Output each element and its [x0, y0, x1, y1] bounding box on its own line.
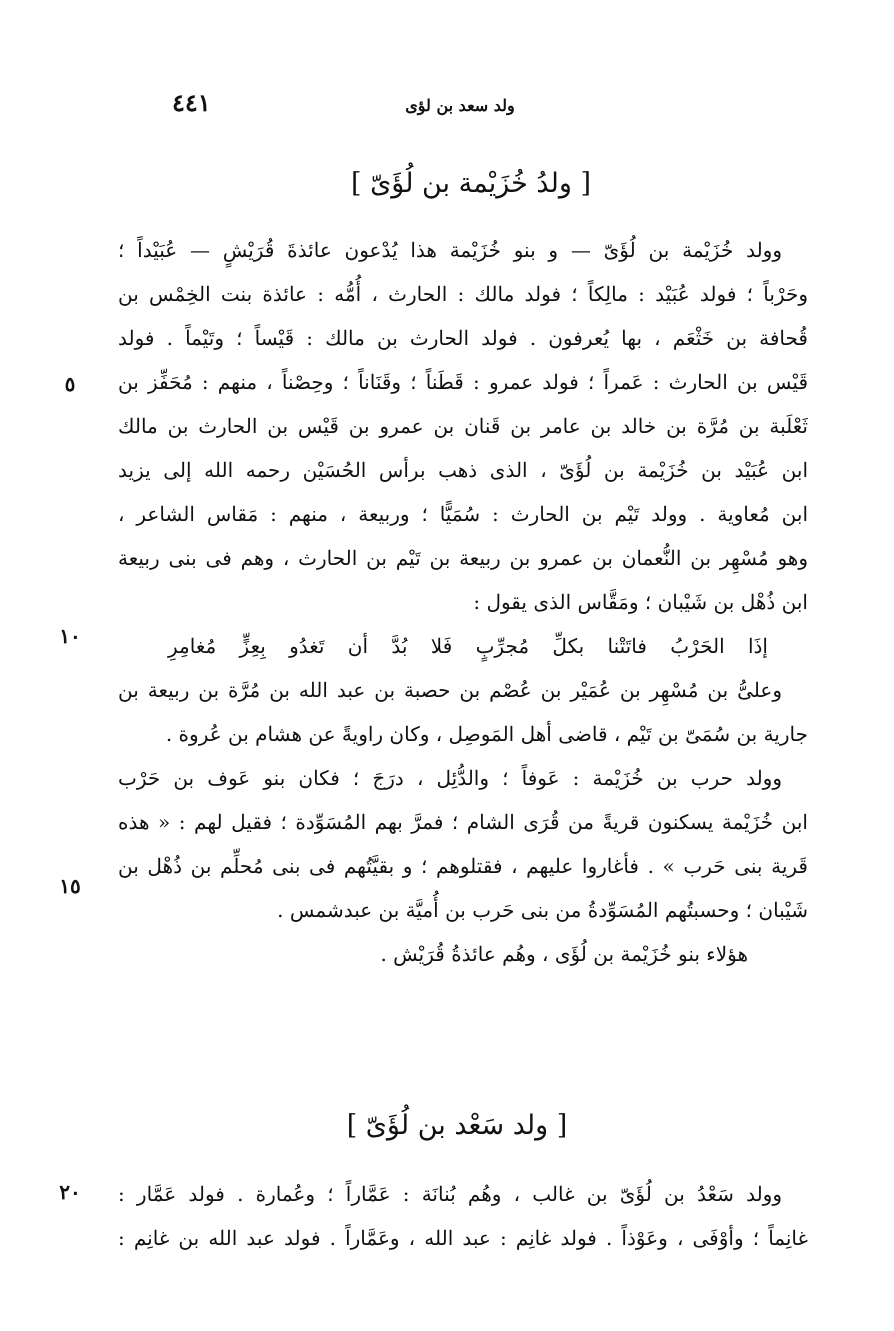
text-line: وولد خُزَيْمة بن لُؤَىّ — و بنو خُزَيْمة هذا يُدْعون عائذةَ قُرَيْشٍ — عُبَيْداً ؛: [118, 238, 782, 262]
text-line: ثَعْلَبة بن مُرَّة بن خالد بن عامر بن قَنان بن عمرو بن قَيْس بن الحارث بن مالك: [118, 414, 808, 438]
text-line: ابن ذُهْل بن شَيْبان ؛ ومَقَّاس الذى يقول :: [473, 590, 808, 614]
text-line: شَيْبان ؛ وحسبتُهم المُسَوِّدةُ من بنى حَرب بن أُميَّة بن عبدشمس .: [277, 898, 808, 922]
page-number: ٤٤١: [172, 88, 211, 117]
text-line: وولد سَعْدُ بن لُؤَىّ بن غالب ، وهُم بُنانَة : عَمَّاراً ؛ وعُمارة . فولد عَمَّار :: [118, 1182, 782, 1206]
text-line: وحَرْباً ؛ فولد عُبَيْد : مالِكاً ؛ فولد مالك : الحارث ، أُمُّه : عائذة بنت الخِمْس بن: [118, 282, 808, 306]
poem-verse: إذَا الحَرْبُ فاتَتْنا بكلِّ مُجرِّبٍ فَلا بُدَّ أن تَغدُو بِعِزٍّ مُغامِرِ: [168, 634, 768, 658]
text-line: ابن خُزَيْمة يسكنون قريةً من قُرَى الشام ؛ فمرَّ بهم المُسَوِّدة ؛ فقيل لهم : « هذه: [118, 810, 808, 834]
text-line: وعلىُّ بن مُسْهِر بن عُمَيْر بن عُصْم بن حصبة بن عبد الله بن مُرَّة بن ربيعة بن: [118, 678, 782, 702]
text-line: ابن مُعاوية . وولد تَيْم بن الحارث : سُمَيًّا ؛ وربيعة ، منهم : مَقاس الشاعر ،: [118, 502, 808, 526]
section-body-khuzayma: [118, 228, 808, 976]
text-line: وهو مُسْهِر بن النُّعمان بن عمرو بن ربيعة بن تَيْم بن الحارث ، وهم فى بنى ربيعة: [118, 546, 808, 570]
text-line: وولد حرب بن خُزَيْمة : عَوفاً ؛ والدُّئِل ، درَجَ ؛ فكان بنو عَوف بن حَرْب: [118, 766, 782, 790]
section-title-khuzayma: [ ولدُ خُزَيْمة بن لُؤَىّ ]: [351, 168, 591, 199]
section-body-saad: [118, 1172, 808, 1260]
section-title-saad: [ ولد سَعْد بن لُؤَىّ ]: [346, 1110, 568, 1141]
text-line: جارية بن سُمَىّ بن تَيْم ، قاضى أهل المَوصِل ، وكان راويةً عن هشام بن عُروة .: [165, 722, 808, 746]
text-line: هؤلاء بنو خُزَيْمة بن لُؤَى ، وهُم عائذةُ قُرَيْش .: [380, 942, 748, 966]
text-line: ابن عُبَيْد بن خُزَيْمة بن لُؤَىّ ، الذى ذهب برأس الحُسَيْن رحمه الله إلى يزيد: [118, 458, 808, 482]
text-line: قَرية بنى حَرب » . فأغاروا عليهم ، فقتلوهم ؛ و بقيَّتُهم فى بنى مُحلِّم بن ذُهْل بن: [118, 854, 808, 878]
line-number-5: ٥: [64, 372, 76, 396]
text-line: قَيْس بن الحارث : عَمراً ؛ فولد عمرو : قَطَناً ؛ وقَنَاناً ؛ وحِصْناً ، منهم : مُحَفِّز بن: [118, 370, 808, 394]
text-line: غانِماً ؛ وأوْفَى ، وعَوْذاً . فولد غانِم : عبد الله ، وعَمَّاراً . فولد عبد الله بن غانِم :: [118, 1226, 808, 1250]
text-line: قُحافة بن خَثْعَم ، بها يُعرفون . فولد الحارث بن مالك : قَيْساً ؛ وتَيْماً . فولد: [118, 326, 808, 350]
line-number-15: ١٥: [59, 874, 81, 898]
running-head: ولد سعد بن لؤى: [405, 96, 515, 115]
page-header: [0, 88, 894, 128]
line-number-10: ١٠: [59, 624, 81, 648]
line-number-20: ٢٠: [59, 1180, 81, 1204]
